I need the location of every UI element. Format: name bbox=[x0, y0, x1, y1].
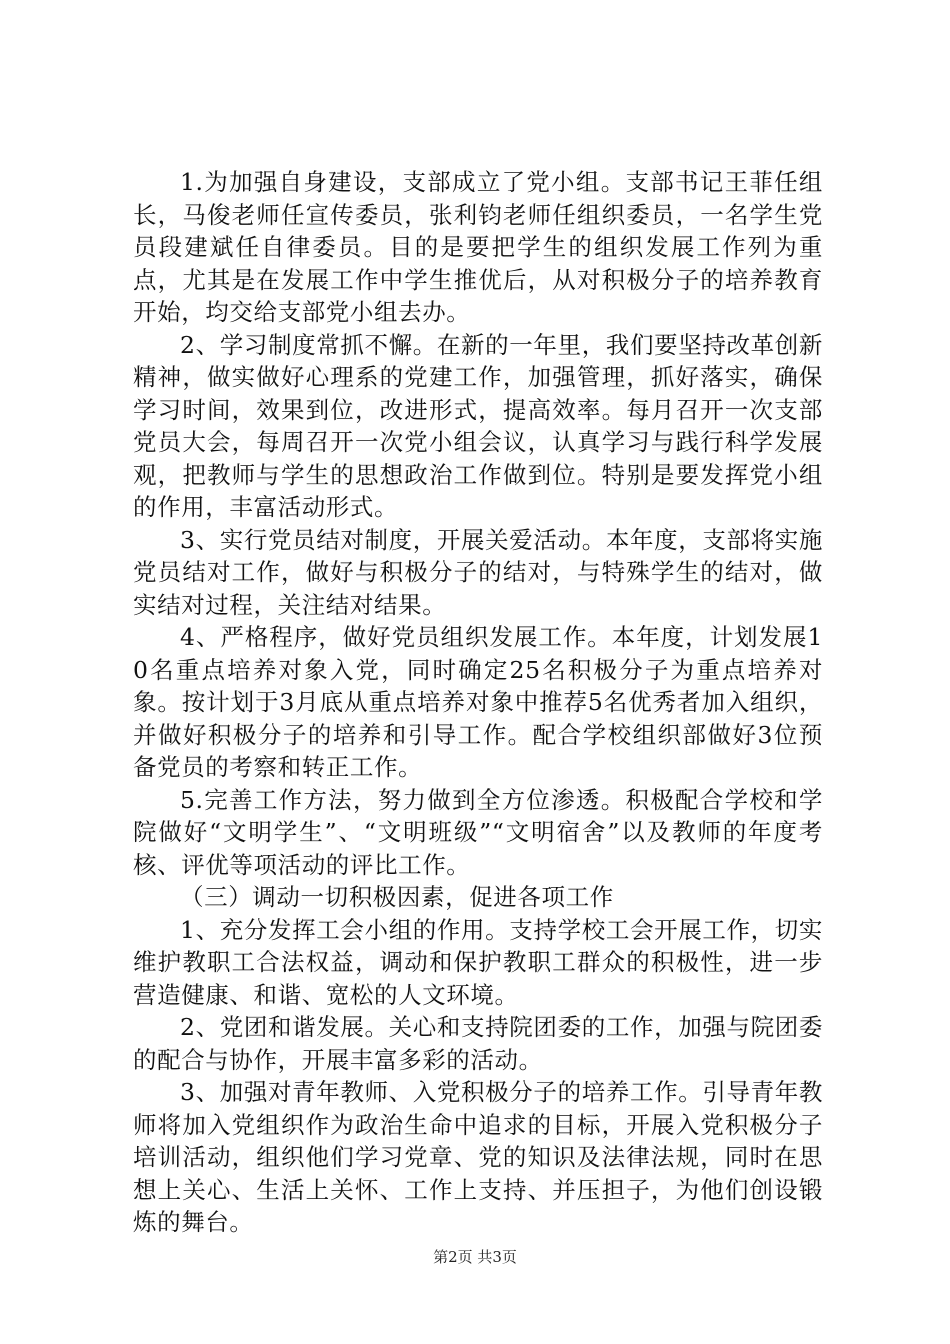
document-body bbox=[133, 166, 823, 1239]
paragraph: 2、党团和谐发展。关心和支持院团委的工作，加强与院团委的配合与协作，开展丰富多彩的活动。 bbox=[133, 1013, 823, 1074]
paragraph: 5.完善工作方法，努力做到全方位渗透。积极配合学校和学院做好“文明学生”、“文明班级”“文明宿舍”以及教师的年度考核、评优等项活动的评比工作。 bbox=[133, 785, 823, 879]
paragraph: 1、充分发挥工会小组的作用。支持学校工会开展工作，切实维护教职工合法权益，调动和保护教职工群众的积极性，进一步营造健康、和谐、宽松的人文环境。 bbox=[133, 915, 823, 1009]
paragraph: 4、严格程序，做好党员组织发展工作。本年度，计划发展10名重点培养对象入党，同时确定25名积极分子为重点培养对象。按计划于3月底从重点培养对象中推荐5名优秀者加入组织，并做好积极分子的培养和引导工作。配合学校组织部做好3位预备党员的考察和转正工作。 bbox=[133, 623, 823, 781]
paragraph: 2、学习制度常抓不懈。在新的一年里，我们要坚持改革创新精神，做实做好心理系的党建工作，加强管理，抓好落实，确保学习时间，效果到位，改进形式，提高效率。每月召开一次支部党员大会，每周召开一次党小组会议，认真学习与践行科学发展观，把教师与学生的思想政治工作做到位。特别是要发挥党小组的作用，丰富活动形式。 bbox=[133, 330, 823, 521]
paragraph: 3、实行党员结对制度，开展关爱活动。本年度，支部将实施党员结对工作，做好与积极分子的结对，与特殊学生的结对，做实结对过程，关注结对结果。 bbox=[133, 525, 823, 619]
paragraph: 1.为加强自身建设，支部成立了党小组。支部书记王菲任组长，马俊老师任宣传委员，张利钧老师任组织委员，一名学生党员段建斌任自律委员。目的是要把学生的组织发展工作列为重点，尤其是在发展工作中学生推优后，从对积极分子的培养教育开始，均交给支部党小组去办。 bbox=[133, 168, 823, 326]
page-footer: 第2页 共3页 bbox=[433, 1248, 517, 1266]
section-heading: （三）调动一切积极因素，促进各项工作 bbox=[180, 883, 614, 911]
paragraph: 3、加强对青年教师、入党积极分子的培养工作。引导青年教师将加入党组织作为政治生命中追求的目标，开展入党积极分子培训活动，组织他们学习党章、党的知识及法律法规，同时在思想上关心、生活上关怀、工作上支持、并压担子，为他们创设锻炼的舞台。 bbox=[133, 1078, 823, 1236]
